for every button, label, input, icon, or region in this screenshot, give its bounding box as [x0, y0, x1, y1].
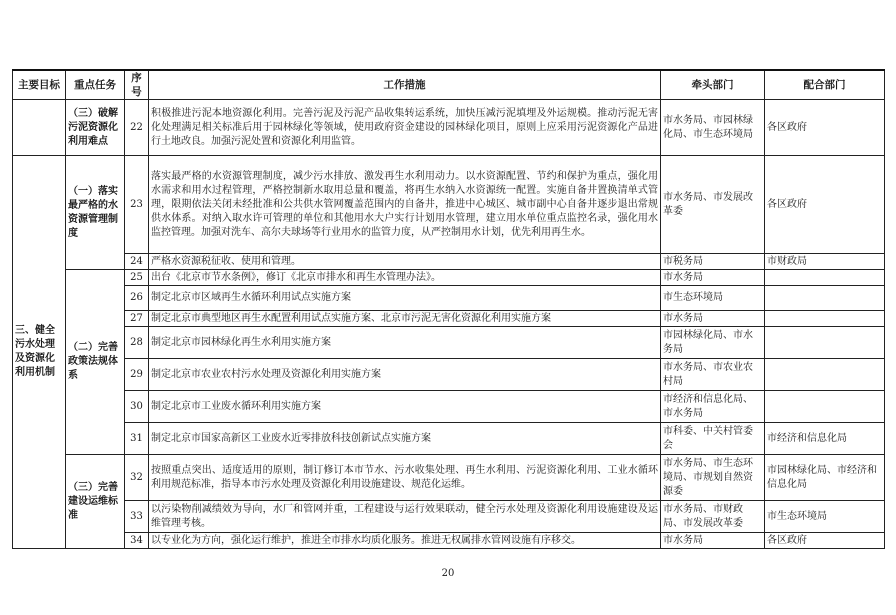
lead-dept-cell: 市水务局、市园林绿化局、市生态环境局: [661, 100, 765, 156]
measure-cell: 制定北京市园林绿化再生水利用实施方案: [149, 327, 661, 359]
seq-cell: 29: [125, 359, 149, 391]
partner-dept-cell: 各区政府: [765, 156, 885, 254]
lead-dept-cell: 市水务局、市发展改革委: [661, 156, 765, 254]
seq-cell: 22: [125, 100, 149, 156]
partner-dept-cell: [765, 359, 885, 391]
lead-dept-cell: 市水务局、市农业农村局: [661, 359, 765, 391]
measure-cell: 以污染物削减绩效为导向，水厂和管网并重，工程建设与运行效果联动，健全污水处理及资源化利用设施建设及运维管理考核。: [149, 501, 661, 533]
task-cell: （三）完善建设运维标准: [66, 455, 125, 549]
lead-dept-cell: 市水务局、市财政局、市发展改革委: [661, 501, 765, 533]
lead-dept-cell: 市生态环境局: [661, 286, 765, 311]
measure-cell: 制定北京市国家高新区工业废水近零排放科技创新试点实施方案: [149, 423, 661, 455]
partner-dept-cell: [765, 391, 885, 423]
header-measure: 工作措施: [149, 70, 661, 100]
measure-cell: 以专业化为方向，强化运行维护，推进全市排水均质化服务。推进无权属排水管网设施有序移交。: [149, 533, 661, 549]
measure-cell: 制定北京市区域再生水循环利用试点实施方案: [149, 286, 661, 311]
table-row: [13, 359, 885, 391]
lead-dept-cell: 市水务局、市生态环境局、市规划自然资源委: [661, 455, 765, 501]
task-cell: （二）完善政策法规体系: [66, 270, 125, 455]
partner-dept-cell: [765, 286, 885, 311]
table-header-row: [13, 70, 885, 100]
goal-cell: 三、健全污水处理及资源化利用机制: [13, 156, 66, 549]
table-row: [13, 327, 885, 359]
goal-cell-empty: [13, 100, 66, 156]
lead-dept-cell: 市水务局: [661, 311, 765, 327]
seq-cell: 24: [125, 254, 149, 270]
seq-cell: 32: [125, 455, 149, 501]
table-row: [13, 501, 885, 533]
lead-dept-cell: 市园林绿化局、市水务局: [661, 327, 765, 359]
seq-cell: 27: [125, 311, 149, 327]
lead-dept-cell: 市税务局: [661, 254, 765, 270]
measure-cell: 积极推进污泥本地资源化利用。完善污泥及污泥产品收集转运系统，加快压减污泥填埋及外运规模。推动污泥无害化处理满足相关标准后用于园林绿化等领域，使用政府资金建设的园林绿化项目，原则上应采用污泥资源化产品进行土地改良。加强污泥处置和资源化利用监管。: [149, 100, 661, 156]
measure-cell: 严格水资源税征收、使用和管理。: [149, 254, 661, 270]
seq-cell: 34: [125, 533, 149, 549]
partner-dept-cell: 市园林绿化局、市经济和信息化局: [765, 455, 885, 501]
header-lead: 牵头部门: [661, 70, 765, 100]
partner-dept-cell: [765, 327, 885, 359]
measure-cell: 制定北京市工业废水循环利用实施方案: [149, 391, 661, 423]
seq-cell: 28: [125, 327, 149, 359]
seq-cell: 26: [125, 286, 149, 311]
lead-dept-cell: 市经济和信息化局、市水务局: [661, 391, 765, 423]
table-row: [13, 391, 885, 423]
seq-cell: 30: [125, 391, 149, 423]
seq-cell: 25: [125, 270, 149, 286]
lead-dept-cell: 市科委、中关村管委会: [661, 423, 765, 455]
policy-table: [12, 69, 885, 549]
partner-dept-cell: 市财政局: [765, 254, 885, 270]
task-cell: （三）破解污泥资源化利用难点: [66, 100, 125, 156]
partner-dept-cell: [765, 311, 885, 327]
partner-dept-cell: [765, 270, 885, 286]
table-row: [13, 311, 885, 327]
header-goal: 主要目标: [13, 70, 66, 100]
partner-dept-cell: 各区政府: [765, 533, 885, 549]
page-number: 20: [441, 568, 455, 579]
partner-dept-cell: 各区政府: [765, 100, 885, 156]
partner-dept-cell: 市生态环境局: [765, 501, 885, 533]
table-row: [13, 254, 885, 270]
partner-dept-cell: 市经济和信息化局: [765, 423, 885, 455]
seq-cell: 33: [125, 501, 149, 533]
table-row: [13, 423, 885, 455]
table-row: [13, 286, 885, 311]
table-row: [13, 156, 885, 254]
lead-dept-cell: 市水务局: [661, 270, 765, 286]
measure-cell: 制定北京市农业农村污水处理及资源化利用实施方案: [149, 359, 661, 391]
header-task: 重点任务: [66, 70, 125, 100]
seq-cell: 31: [125, 423, 149, 455]
header-partner: 配合部门: [765, 70, 885, 100]
table-row: [13, 533, 885, 549]
task-cell: （一）落实最严格的水资源管理制度: [66, 156, 125, 270]
table-row: [13, 455, 885, 501]
seq-cell: 23: [125, 156, 149, 254]
table-row: [13, 270, 885, 286]
measure-cell: 出台《北京市节水条例》，修订《北京市排水和再生水管理办法》。: [149, 270, 661, 286]
table-row: [13, 100, 885, 156]
measure-cell: 落实最严格的水资源管理制度，减少污水排放、激发再生水利用动力。以水资源配置、节约和保护为重点，强化用水需求和用水过程管理，严格控制新水取用总量和覆盖，将再生水纳入水资源统一配置。实施自备井置换清单式管理，限期依法关闭未经批准和公共供水管网覆盖范围内的自备井，推进中心城区、城市副中心自备井逐步退出常规供水体系。对纳入取水许可管理的单位和其他用水大户实行计划用水管理，建立用水单位重点监控名录，强化用水监控管理。加强对洗车、高尔夫球场等行业用水的监管力度，从严控制用水计划，优先利用再生水。: [149, 156, 661, 254]
lead-dept-cell: 市水务局: [661, 533, 765, 549]
measure-cell: 制定北京市典型地区再生水配置利用试点实施方案、北京市污泥无害化资源化利用实施方案: [149, 311, 661, 327]
header-seq: 序号: [125, 70, 149, 100]
measure-cell: 按照重点突出、适度适用的原则，制订修订本市节水、污水收集处理、再生水利用、污泥资源化利用、工业水循环利用规范标准，指导本市污水处理及资源化利用设施建设、规范化运维。: [149, 455, 661, 501]
